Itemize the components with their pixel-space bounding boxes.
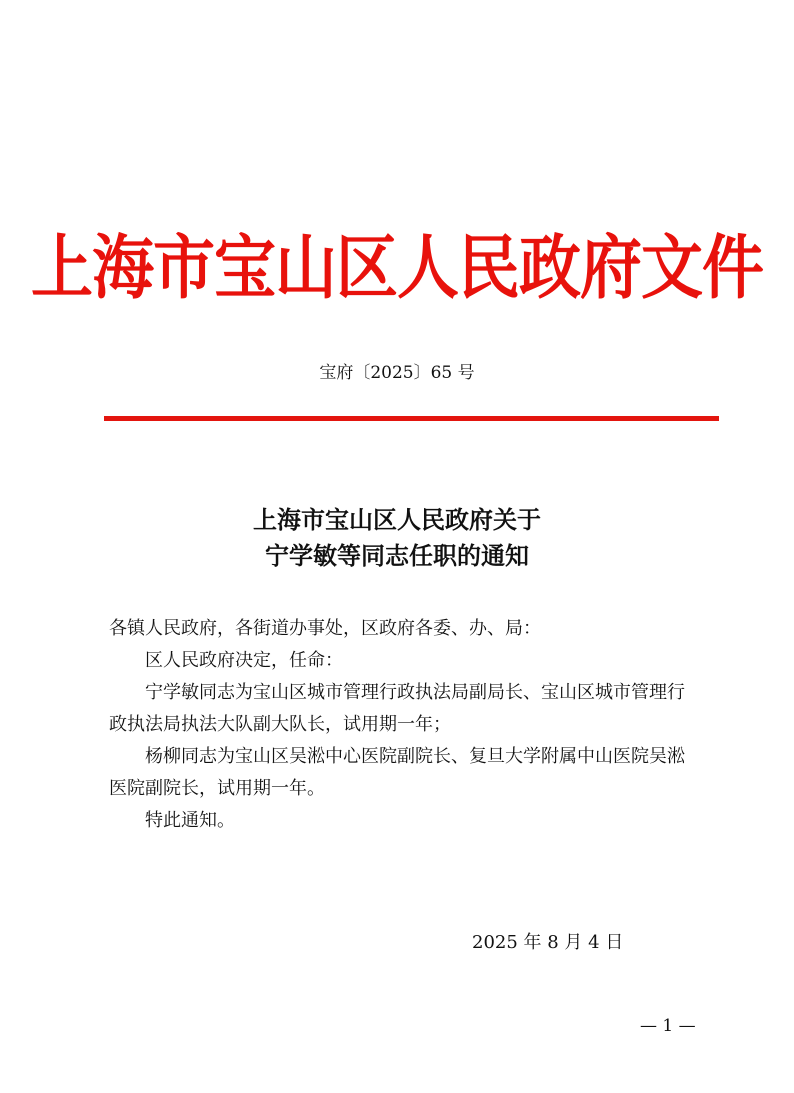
document-number: 宝府〔2025〕65 号 — [319, 363, 475, 383]
body-paragraph-appointment-1: 宁学敏同志为宝山区城市管理行政执法局副局长、宝山区城市管理行政执法局执法大队副大队长，试用期一年； — [109, 682, 685, 735]
document-title — [0, 502, 794, 574]
body-paragraph-closing: 特此通知。 — [145, 810, 235, 831]
page-number: — 1 — — [640, 1016, 696, 1036]
masthead-title: 上海市宝山区人民政府文件 — [30, 226, 763, 309]
red-divider-line — [104, 416, 719, 421]
body-paragraph-appointment-2: 杨柳同志为宝山区吴淞中心医院副院长、复旦大学附属中山医院吴淞医院副院长，试用期一年。 — [109, 746, 685, 799]
issue-date: 2025 年 8 月 4 日 — [472, 932, 624, 953]
body-paragraph-decision: 区人民政府决定，任命： — [145, 650, 343, 671]
document-body — [109, 613, 694, 837]
document-title-line-2: 宁学敏等同志任职的通知 — [265, 541, 529, 570]
addressee-line: 各镇人民政府，各街道办事处，区政府各委、办、局： — [109, 618, 541, 639]
document-title-line-1: 上海市宝山区人民政府关于 — [253, 505, 541, 534]
